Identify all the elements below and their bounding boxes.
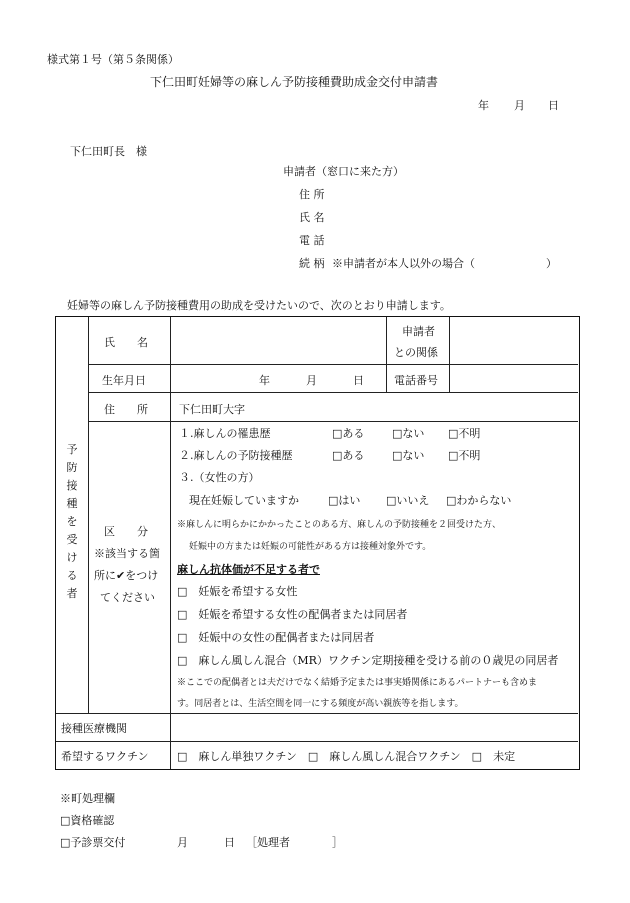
- applicant-name-label: 氏 名: [299, 211, 325, 224]
- dob-month: 月: [306, 374, 317, 387]
- name-header: 氏 名: [104, 336, 148, 349]
- q1-measles-history: １.麻しんの罹患歴: [179, 427, 271, 440]
- form-title: 下仁田町妊婦等の麻しん予防接種費助成金交付申請書: [150, 75, 439, 89]
- applicant-relation-close: ）: [546, 257, 557, 270]
- office-use-title: ※町処理欄: [60, 792, 115, 805]
- target-option-2[interactable]: □ 妊娠を希望する女性の配偶者または同居者: [177, 608, 408, 621]
- handler-close: ］: [332, 836, 343, 849]
- applicant-relation-label: 続 柄: [299, 257, 325, 270]
- row-line: [56, 741, 578, 742]
- row-line: [56, 713, 578, 714]
- qualification-check[interactable]: □資格確認: [60, 814, 115, 827]
- side-label: 予防接種を受ける者: [66, 443, 78, 600]
- dob-year: 年: [259, 374, 270, 387]
- address-value: 下仁田町大字: [179, 403, 245, 416]
- q3-unknown-checkbox[interactable]: □わからない: [446, 494, 512, 507]
- category-note-1: ※該当する箇: [94, 547, 160, 560]
- target-option-3[interactable]: □ 妊娠中の女性の配偶者または同居者: [177, 631, 375, 644]
- applicant-label: 申請者（窓口に来た方）: [283, 165, 404, 178]
- q1-unknown-checkbox[interactable]: □不明: [448, 427, 481, 440]
- partner-note-1: ※ここでの配偶者とは夫だけでなく結婚予定または事実婚関係にあるパートナーも含めま: [177, 678, 538, 688]
- date-month: 月: [514, 99, 525, 112]
- q2-vaccination-history: ２.麻しんの予防接種歴: [179, 449, 293, 462]
- applicant-relation-note: ※申請者が本人以外の場合（: [332, 257, 475, 270]
- row-line: [88, 364, 578, 365]
- clinic-header: 接種医療機関: [61, 722, 127, 735]
- col-line: [386, 317, 387, 392]
- col-line: [170, 317, 171, 769]
- q1-yes-checkbox[interactable]: □ある: [332, 427, 365, 440]
- relation-header-1: 申請者: [402, 325, 435, 338]
- antibody-heading: 麻しん抗体価が不足する者で: [177, 563, 320, 576]
- office-month: 月: [177, 836, 188, 849]
- address-header: 住 所: [104, 403, 148, 416]
- applicant-phone-label: 電 話: [299, 234, 325, 247]
- application-table: [55, 316, 580, 770]
- addressee: 下仁田町長 様: [70, 145, 147, 158]
- dob-header: 生年月日: [102, 374, 146, 387]
- relation-header-2: との関係: [394, 346, 438, 359]
- exclusion-note-2: 妊娠中の方または妊娠の可能性がある方は接種対象外です。: [189, 542, 432, 552]
- category-note-3: てください: [100, 591, 155, 604]
- q2-yes-checkbox[interactable]: □ある: [332, 449, 365, 462]
- category-note-2: 所に✔をつけ: [94, 569, 159, 582]
- row-line: [88, 392, 578, 393]
- q3-pregnant-question: 現在妊娠していますか: [189, 494, 299, 507]
- category-header: 区 分: [104, 525, 148, 538]
- vaccine-options[interactable]: □ 麻しん単独ワクチン □ 麻しん風しん混合ワクチン □ 未定: [177, 750, 516, 763]
- date-day: 日: [548, 99, 559, 112]
- col-line: [449, 317, 450, 392]
- target-option-4[interactable]: □ 麻しん風しん混合（MR）ワクチン定期接種を受ける前の０歳児の同居者: [177, 654, 559, 667]
- exclusion-note-1: ※麻しんに明らかにかかったことのある方、麻しんの予防接種を２回受けた方、: [177, 520, 502, 530]
- q3-women: ３.（女性の方）: [179, 471, 260, 484]
- ticket-issued[interactable]: □予診票交付: [60, 836, 126, 849]
- q2-no-checkbox[interactable]: □ない: [392, 449, 425, 462]
- q2-unknown-checkbox[interactable]: □不明: [448, 449, 481, 462]
- q3-no-checkbox[interactable]: □いいえ: [386, 494, 430, 507]
- q3-yes-checkbox[interactable]: □はい: [328, 494, 361, 507]
- q1-no-checkbox[interactable]: □ない: [392, 427, 425, 440]
- office-day: 日: [224, 836, 235, 849]
- form-number: 様式第１号（第５条関係）: [47, 53, 179, 66]
- col-line: [88, 317, 89, 713]
- partner-note-2: す。同居者とは、生活空間を同一にする頻度が高い親族等を指します。: [177, 699, 464, 709]
- intro-text: 妊婦等の麻しん予防接種費用の助成を受けたいので、次のとおり申請します。: [67, 299, 451, 312]
- handler-label: ［処理者: [246, 836, 290, 849]
- phone-header: 電話番号: [394, 374, 438, 387]
- applicant-address-label: 住 所: [299, 188, 325, 201]
- target-option-1[interactable]: □ 妊娠を希望する女性: [177, 585, 298, 598]
- vaccine-header: 希望するワクチン: [61, 750, 149, 763]
- row-line: [88, 421, 578, 422]
- dob-day: 日: [353, 374, 364, 387]
- date-year: 年: [478, 99, 489, 112]
